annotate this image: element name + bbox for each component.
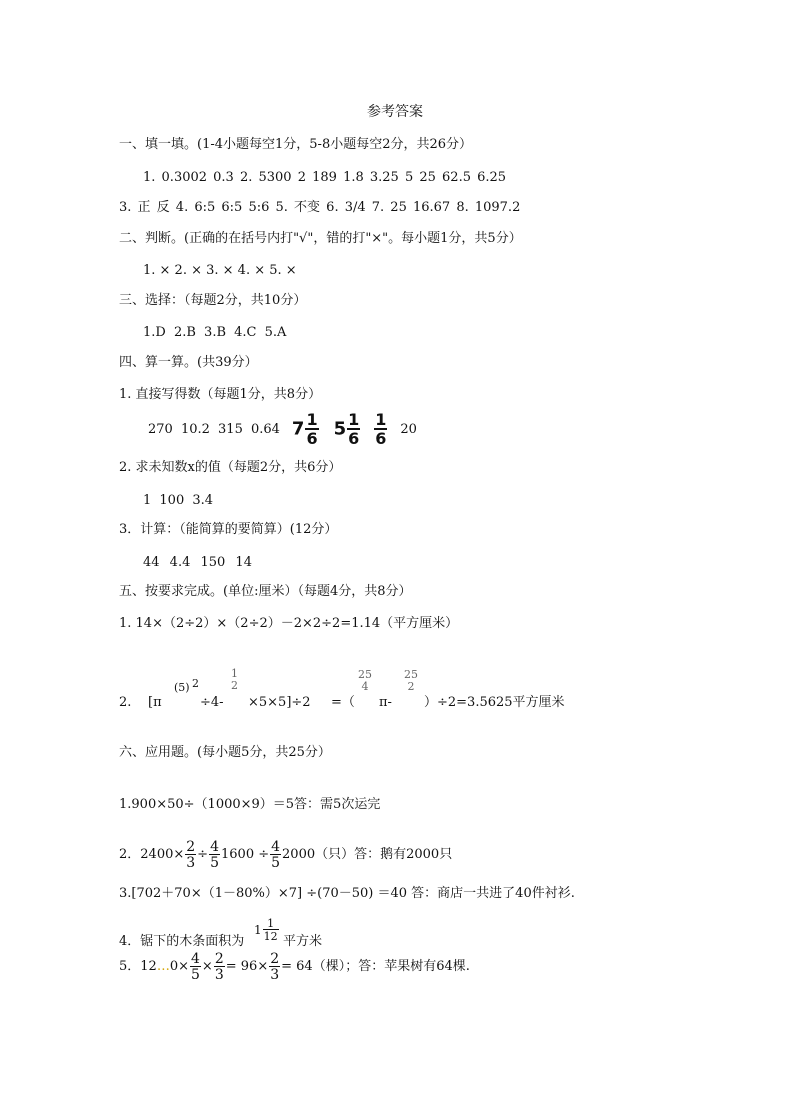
section-5-line-1: 1. 14×（2÷2）×（2÷2）－2×2÷2=1.14（平方厘米） (119, 616, 459, 631)
section-4-sub-2-values: 1 100 3.4 (143, 493, 214, 508)
section-1-line-2: 3. 正 反 4. 6:5 6:5 5:6 5. 不变 6. 3/4 7. 25 16.67 8. 1097.2 (119, 200, 521, 215)
section-4-sub-2: 2. 求未知数x的值（每题2分，共6分） (119, 460, 342, 475)
section-4-sub-1: 1. 直接写得数（每题1分，共8分） (119, 387, 322, 402)
mixed-number-1: 7 $\frac{1}{6}$ (291, 410, 318, 448)
sub-1-values: 270 10.2 315 0.64 (148, 421, 280, 437)
section-6-q5: 5．12 … 0× $\frac{4}{5}$ × $\frac{2}{3}$ = 96× $\frac{2}{3}$ = 64（棵）；答：苹果树有64棵. (119, 951, 470, 983)
section-5-heading: 五、按要求完成。(单位:厘米）（每题4分，共8分） (119, 584, 412, 599)
sub-1-last: 20 (400, 421, 417, 437)
mixed-number-2: 5 $\frac{1}{6}$ (333, 410, 360, 448)
section-2-heading: 二、判断。(正确的在括号内打"√"，错的打"×"。每小题1分，共5分） (119, 231, 522, 246)
fraction-3: $\frac{1}{6}$ (375, 410, 387, 448)
section-3-heading: 三、选择：（每题2分，共10分） (119, 293, 307, 308)
section-6-q1: 1.900×50÷（1000×9）＝5答：需5次运完 (119, 797, 381, 812)
page-title: 参考答案 (367, 104, 423, 120)
fraction-25-2: 25 2 (404, 668, 418, 693)
section-3-line-1: 1.D 2.B 3.B 4.C 5.A (143, 325, 287, 340)
section-4-sub-3: 3．计算：（能简算的要简算）(12分） (119, 522, 338, 537)
section-6-q3: 3.[702＋70×（1－80%）×7] ÷(70－50) ＝40 答：商店一共进了40件衬衫. (119, 886, 575, 901)
section-4-sub-1-answers (148, 412, 417, 447)
fraction-25-4: 25 4 (358, 668, 372, 693)
section-6-q2: 2．2400× $\frac{2}{3}$ ÷ $\frac{4}{5}$ 1600 ÷ $\frac{4}{5}$ 2000（只）答：鹅有2000只 (119, 839, 453, 871)
section-4-sub-3-values: 44 4.4 150 14 (143, 555, 252, 570)
section-1-heading: 一、填一填。(1-4小题每空1分，5-8小题每空2分，共26分） (119, 137, 473, 152)
section-1-line-1: 1. 0.3002 0.3 2. 5300 2 189 1.8 3.25 5 25 62.5 6.25 (143, 170, 507, 185)
section-2-line-1: 1. × 2. × 3. × 4. × 5. × (143, 263, 297, 278)
section-6-heading: 六、应用题。(每小题5分，共25分） (119, 745, 331, 760)
half-fraction: 1 2 (231, 667, 238, 692)
section-4-heading: 四、算一算。(共39分） (119, 355, 258, 370)
